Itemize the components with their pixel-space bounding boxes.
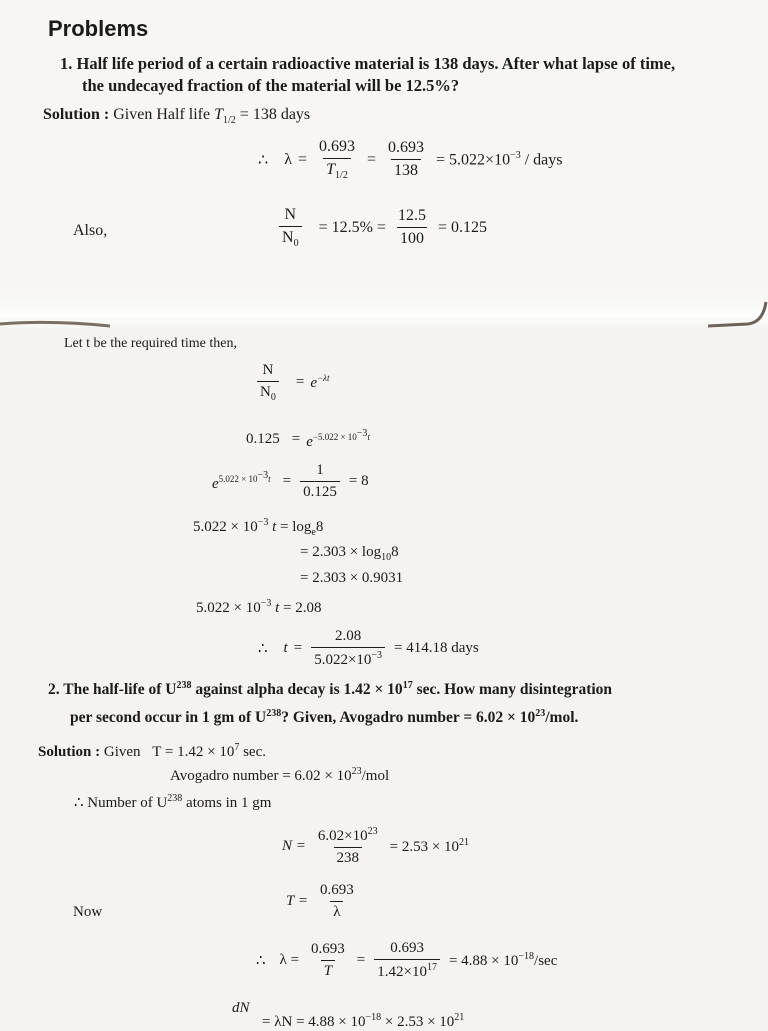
atoms-text: atoms in 1 gm — [182, 795, 272, 811]
atoms-sup: 238 — [167, 793, 183, 804]
frac-num: 0.693 — [388, 139, 425, 157]
p1-lambda-equation — [258, 138, 562, 181]
p2-partial-line — [262, 1012, 464, 1031]
lhs-pow: −3 — [257, 517, 269, 528]
lhs-pow: −3 — [260, 598, 272, 609]
q-text: against alpha decay is 1.42 × 10 — [191, 681, 403, 699]
p1-mult-line: = 2.303 × 0.9031 — [300, 570, 404, 586]
log-symbol: log — [292, 519, 312, 535]
frac-num-pow: 23 — [367, 826, 378, 837]
p2-T-unit: sec. — [243, 744, 266, 760]
q-sup: 17 — [402, 680, 413, 691]
lambda-symbol: λ — [284, 150, 292, 168]
fraction-0693-over-138 — [385, 139, 427, 180]
exp-base: 5.022 × 10 — [218, 474, 258, 484]
p1-number: 1. — [60, 54, 73, 73]
e-exponent: −λt — [316, 373, 330, 383]
frac-num: 1 — [316, 462, 324, 478]
lambda-result — [436, 150, 562, 169]
equals-sign: = — [356, 952, 366, 968]
frac-num: 0.693 — [311, 941, 345, 957]
lhs-base: 5.022 × 10 — [196, 600, 261, 616]
p2-question-line2 — [70, 708, 578, 727]
equals-sign: = — [291, 431, 301, 447]
q-sup: 238 — [266, 708, 282, 719]
p2-atoms-line — [74, 793, 271, 812]
q-text: /mol. — [545, 709, 579, 727]
e-symbol: e — [306, 434, 313, 450]
fraction-208-over-5022 — [311, 628, 385, 669]
p1-given-text: Given Half life — [113, 106, 211, 123]
p2-T-equation — [286, 882, 360, 921]
t-symbol: t — [283, 640, 288, 656]
p1-T-symbol: T — [214, 106, 224, 123]
p1-log-line — [193, 517, 323, 538]
p1-log10-line — [300, 544, 399, 563]
p2-avogadro-line — [170, 766, 389, 785]
p1-also-label: Also, — [73, 222, 108, 239]
T-lhs: T = — [286, 893, 308, 909]
lhs-t: t — [272, 519, 277, 535]
log10-text: = 2.303 × log — [300, 544, 382, 560]
frac-den-N: N — [282, 229, 294, 246]
lambda-result-unit: / days — [524, 151, 563, 169]
frac-den-base: 5.022×10 — [314, 652, 372, 668]
lambda-result-base: = 5.022×10 — [436, 151, 511, 169]
fraction-0693-over-T — [308, 941, 348, 980]
exp-base: −5.022 × 10 — [312, 432, 357, 442]
p1-exp-8-line — [212, 462, 369, 501]
frac-den-sub: 1/2 — [335, 170, 348, 182]
fraction-1-over-0125 — [300, 462, 340, 501]
p1-solution-line — [43, 106, 310, 126]
frac-num: 12.5 — [397, 207, 426, 225]
frac-den: T — [321, 960, 335, 980]
p2-now-label: Now — [73, 904, 103, 920]
fraction-0693-over-Thalf — [316, 138, 358, 181]
frac-num: N — [262, 362, 274, 378]
p1-solution-label: Solution : — [43, 106, 110, 123]
frac-num: 2.08 — [334, 628, 362, 644]
frac-num: 0.693 — [390, 940, 424, 956]
fraction-125-over-100 — [395, 207, 429, 248]
p1-0125-line — [246, 428, 370, 451]
p2-T-pow: 7 — [234, 742, 240, 753]
N-lhs: N = — [282, 838, 306, 854]
log-base-e: e — [311, 527, 316, 538]
frac-num: 0.693 — [319, 882, 354, 898]
log10-sub: 10 — [381, 552, 392, 563]
p1-t-result-line — [258, 628, 479, 669]
log-arg: 8 — [315, 519, 324, 535]
frac-num: 0.693 — [318, 138, 355, 155]
p2-N-equation — [282, 826, 469, 867]
equals-8: = 8 — [348, 473, 369, 489]
frac-num: N — [284, 206, 297, 223]
p1-208-line — [196, 598, 322, 617]
frac-den-pow: 17 — [426, 962, 437, 973]
p2-dN-numerator: dN — [232, 1000, 250, 1016]
equals-sign: = — [297, 150, 307, 168]
frac-num-base: 6.02×10 — [317, 828, 368, 844]
page-fold-gap — [0, 292, 768, 332]
lambda-lhs: λ = — [279, 952, 300, 968]
p1-question-text1: Half life period of a certain radioactive material is 138 days. After what lapse of time, — [76, 54, 676, 73]
e-symbol: e — [212, 476, 219, 492]
q-text: ? Given, Avogadro number = 6.02 × 10 — [281, 709, 536, 727]
exp-pow: −3 — [257, 470, 269, 481]
equals-sign: = — [366, 150, 377, 168]
partial-tail: × 2.53 × 10 — [384, 1014, 455, 1030]
p1-T-sub: 1/2 — [223, 115, 236, 127]
N-result: = 2.53 × 10 — [389, 839, 460, 855]
equals-sign: = — [293, 640, 303, 656]
q-text: sec. How many disintegration — [412, 681, 613, 699]
fraction-0693-over-142 — [374, 940, 440, 981]
page-fold-edge-left — [0, 318, 110, 332]
lhs-t: t — [275, 600, 280, 616]
therefore-symbol: ∴ — [258, 641, 268, 657]
frac-den-base: 1.42×10 — [377, 964, 427, 980]
N-result-pow: 21 — [459, 837, 470, 848]
p1-question-line2: the undecayed fraction of the material will be 12.5%? — [82, 76, 460, 95]
therefore-symbol: ∴ — [256, 953, 266, 969]
therefore-symbol: ∴ — [258, 151, 269, 169]
avogadro-text: Avogadro number = 6.02 × 10 — [170, 768, 352, 784]
p2-number: 2. — [48, 681, 60, 699]
p1-half-life-value: = 138 days — [239, 106, 311, 123]
p2-question-line1 — [48, 680, 612, 699]
frac-den: 138 — [391, 159, 421, 180]
q-text: per second occur in 1 gm of U — [70, 709, 267, 727]
fraction-0693-over-lambda — [317, 882, 357, 921]
lambda-result-exp: −3 — [510, 149, 521, 161]
fraction-602-over-238 — [315, 826, 381, 867]
frac-den-T: T — [326, 161, 336, 178]
page-fold-edge-right — [708, 300, 768, 330]
equals-sign: = — [295, 374, 305, 390]
p2-solution-line — [38, 742, 266, 761]
exp-t: t — [367, 432, 370, 442]
avogadro-unit: /mol — [361, 768, 390, 784]
frac-den-sub: 0 — [293, 238, 299, 250]
frac-den-N: N — [260, 384, 271, 400]
log10-arg: 8 — [391, 544, 399, 560]
t-result: = 414.18 days — [394, 640, 479, 656]
p1-question-line1 — [60, 54, 675, 74]
frac-den: 238 — [334, 847, 363, 867]
lhs-base: 5.022 × 10 — [193, 519, 258, 535]
page-heading: Problems — [48, 16, 149, 41]
partial-pow: −18 — [365, 1012, 382, 1023]
partial-text: = λN = 4.88 × 10 — [262, 1014, 366, 1030]
frac-den: 0.125 — [300, 481, 340, 501]
p1-decay-law — [254, 362, 329, 403]
q-sup: 23 — [535, 708, 546, 719]
q-sup: 238 — [176, 680, 192, 691]
frac-den: 100 — [397, 227, 427, 248]
value-208: = 2.08 — [283, 600, 322, 616]
avogadro-pow: 23 — [351, 766, 362, 777]
frac-den: λ — [330, 901, 343, 921]
lambda-result-pow: −18 — [518, 951, 535, 962]
p2-given-text: Given — [103, 744, 141, 760]
p2-T-given: T = 1.42 × 10 — [152, 744, 235, 760]
e-symbol: e — [310, 375, 317, 391]
lambda-result: = 4.88 × 10 — [448, 953, 519, 969]
exp-t: t — [268, 474, 271, 484]
frac-den-pow: −3 — [371, 650, 383, 661]
p1-ratio-equation — [276, 206, 487, 249]
fraction-N-over-N0 — [279, 206, 302, 249]
ratio-result: = 0.125 — [437, 218, 487, 236]
equals-sign: = — [280, 519, 289, 535]
partial-pow2: 21 — [454, 1012, 465, 1023]
exp-pow: −3 — [356, 428, 368, 439]
value-0125: 0.125 — [246, 431, 280, 447]
p2-solution-label: Solution : — [38, 744, 101, 760]
lambda-result-unit: /sec — [534, 953, 558, 969]
fraction-N-over-N0-2 — [257, 362, 279, 403]
equals-sign: = — [282, 473, 292, 489]
frac-den-sub: 0 — [270, 392, 276, 403]
ratio-rhs: = 12.5% = — [318, 218, 386, 236]
p1-let-text: Let t be the required time then, — [64, 336, 237, 351]
p2-lambda-equation — [256, 940, 557, 981]
atoms-text: ∴ Number of U — [74, 795, 168, 811]
q-text: The half-life of U — [63, 681, 177, 699]
